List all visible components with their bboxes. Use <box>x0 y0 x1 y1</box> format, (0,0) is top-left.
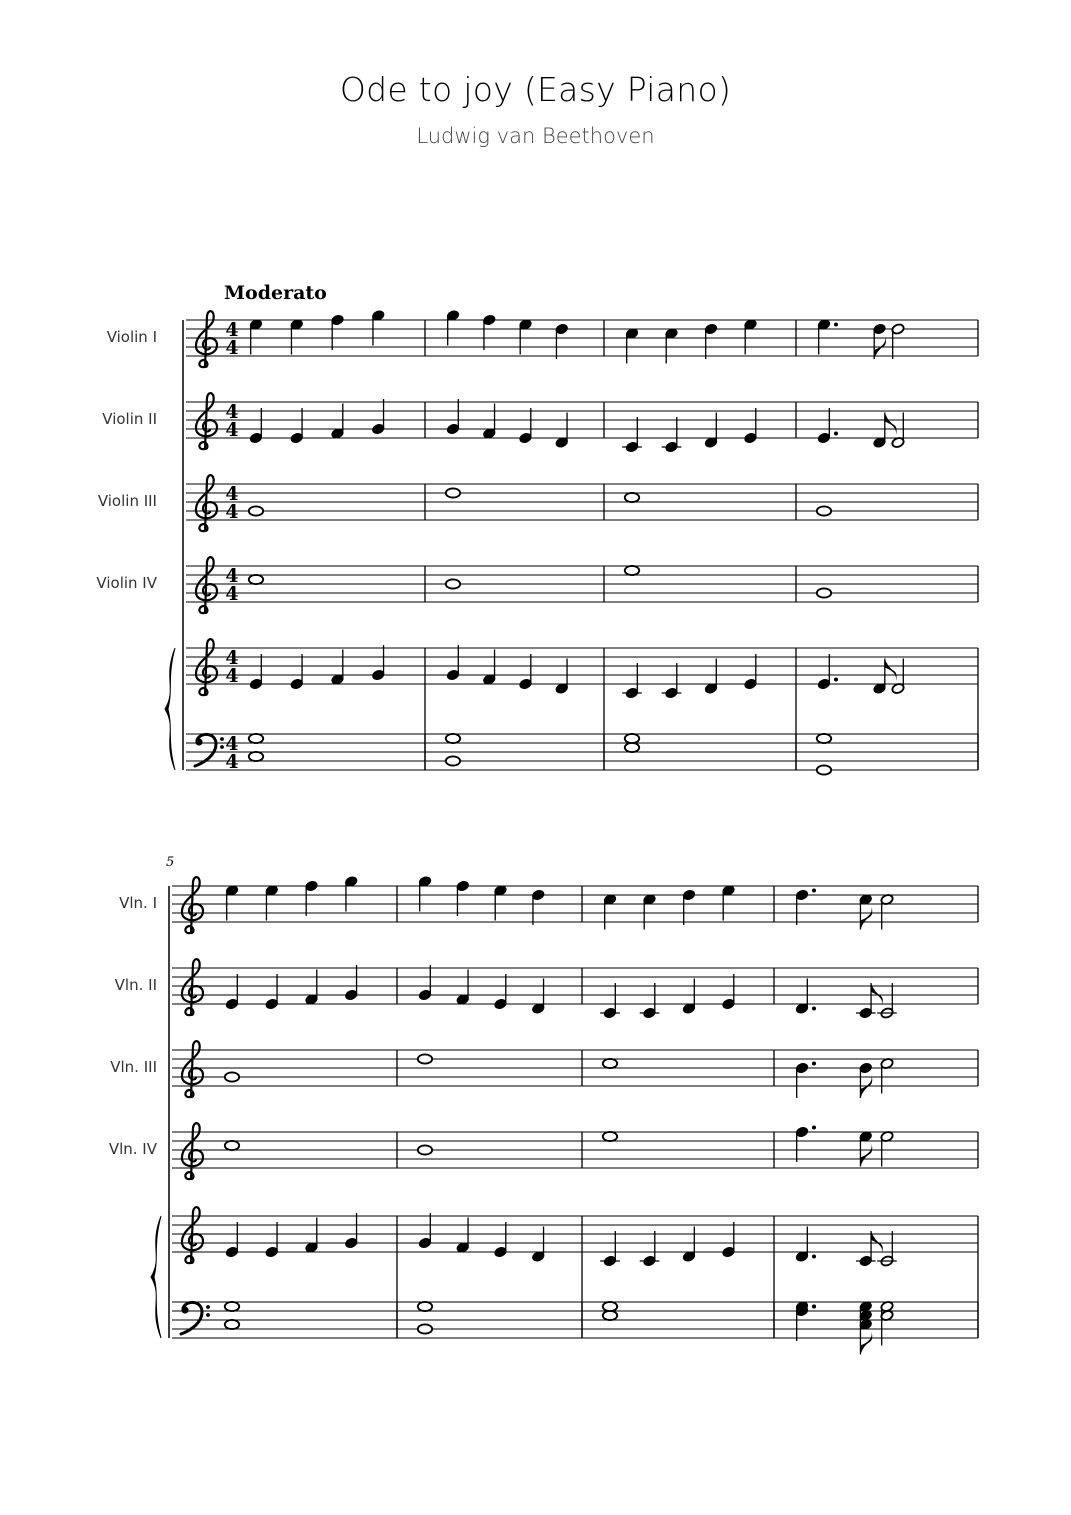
note-flag <box>860 907 872 930</box>
staff <box>186 484 978 520</box>
note <box>795 1300 816 1341</box>
note <box>344 875 358 911</box>
note <box>795 1062 816 1099</box>
note-head <box>446 734 460 743</box>
note <box>331 650 345 686</box>
time-signature <box>225 733 238 773</box>
note <box>891 323 905 359</box>
note-head <box>625 743 639 752</box>
note <box>891 413 905 449</box>
note <box>418 1145 432 1154</box>
note-flag <box>860 1332 872 1355</box>
note <box>249 575 263 584</box>
time-signature-beats: 4 <box>225 319 239 341</box>
note <box>249 506 263 515</box>
note-head <box>446 579 460 588</box>
note-head <box>603 1302 617 1311</box>
note <box>873 323 887 359</box>
note <box>531 979 545 1015</box>
note <box>859 1062 873 1098</box>
staff <box>186 320 978 356</box>
note <box>290 318 304 354</box>
augmentation-dot <box>812 1305 816 1309</box>
note <box>722 884 736 920</box>
note <box>682 889 696 925</box>
note <box>519 408 533 444</box>
note-head <box>225 1302 239 1311</box>
note <box>249 654 263 690</box>
note <box>265 1222 279 1258</box>
staff <box>172 1302 978 1338</box>
note <box>331 314 345 350</box>
note <box>817 654 838 690</box>
note <box>877 1231 897 1267</box>
note <box>880 1130 894 1166</box>
note <box>600 983 620 1019</box>
staff-label: Violin III <box>97 492 157 510</box>
note-head <box>249 752 263 761</box>
note <box>722 974 736 1010</box>
note <box>622 417 642 453</box>
note <box>249 734 263 761</box>
staff <box>172 1050 978 1086</box>
time-signature <box>225 647 238 687</box>
time-signature-beats: 4 <box>225 647 239 669</box>
note-head <box>446 488 460 497</box>
note <box>817 408 838 444</box>
time-signature <box>225 401 238 441</box>
note <box>418 1213 432 1249</box>
staff-label: Violin I <box>106 328 157 346</box>
note <box>418 875 432 911</box>
note <box>856 1231 883 1267</box>
staff-label: Vln. IV <box>108 1140 157 1158</box>
note-flag <box>885 413 897 436</box>
note <box>305 970 319 1006</box>
note <box>519 318 533 354</box>
time-signature-beats: 4 <box>225 401 239 423</box>
note <box>305 1218 319 1254</box>
note <box>494 974 508 1010</box>
note <box>662 417 682 453</box>
note <box>456 880 470 916</box>
note <box>519 654 533 690</box>
note <box>446 399 460 435</box>
note <box>795 979 816 1015</box>
note-head <box>249 734 263 743</box>
note-flag <box>860 1144 872 1167</box>
staff-label: Vln. III <box>110 1058 157 1076</box>
note <box>371 645 385 681</box>
note <box>856 983 883 1019</box>
note <box>625 493 639 502</box>
note <box>290 408 304 444</box>
note <box>371 309 385 345</box>
note-head <box>603 1059 617 1068</box>
staff <box>186 648 978 684</box>
augmentation-dot <box>812 889 816 893</box>
note <box>531 889 545 925</box>
note <box>305 880 319 916</box>
note <box>640 1231 660 1267</box>
note <box>744 408 758 444</box>
note <box>795 1126 816 1163</box>
note <box>331 404 345 440</box>
time-signature-unit: 4 <box>225 501 239 523</box>
note <box>859 893 873 929</box>
note-head <box>225 1320 239 1329</box>
note <box>555 413 569 449</box>
measure-number: 5 <box>166 855 175 870</box>
note-head <box>249 575 263 584</box>
note-head <box>625 734 639 743</box>
staff-label: Violin IV <box>96 574 157 592</box>
note-head <box>817 588 831 597</box>
note <box>249 408 263 444</box>
augmentation-dot <box>834 678 838 682</box>
note-head <box>817 765 831 774</box>
note <box>225 884 239 920</box>
note <box>290 654 304 690</box>
note <box>446 645 460 681</box>
note <box>817 734 831 775</box>
note <box>225 1072 239 1081</box>
staff <box>172 1216 978 1252</box>
note <box>795 1227 816 1263</box>
note <box>446 579 460 588</box>
note <box>682 1227 696 1263</box>
note <box>722 1222 736 1258</box>
note <box>625 327 639 363</box>
note <box>744 318 758 354</box>
staff <box>186 734 978 770</box>
note-head <box>418 1302 432 1311</box>
staff-label: Vln. I <box>119 894 157 912</box>
note <box>859 1130 873 1166</box>
note <box>704 323 718 359</box>
staff <box>186 402 978 438</box>
note-head <box>418 1054 432 1063</box>
staff-label: Violin II <box>102 410 157 428</box>
time-signature-beats: 4 <box>225 483 239 505</box>
note <box>859 1300 873 1354</box>
note-flag <box>885 659 897 682</box>
note <box>494 1222 508 1258</box>
piano-brace <box>151 1216 161 1338</box>
note <box>662 663 682 699</box>
note <box>817 588 831 597</box>
time-signature <box>225 319 238 359</box>
note <box>880 1057 894 1093</box>
note <box>344 965 358 1001</box>
piano-brace <box>165 648 175 770</box>
note <box>603 1059 617 1068</box>
note <box>482 650 496 686</box>
augmentation-dot <box>834 323 838 327</box>
note <box>880 1300 894 1345</box>
note <box>555 323 569 359</box>
note-head <box>625 566 639 575</box>
note <box>418 1302 432 1334</box>
time-signature-unit: 4 <box>225 419 239 441</box>
note-head <box>603 1132 617 1141</box>
staff <box>172 1132 978 1168</box>
note <box>603 893 617 929</box>
augmentation-dot <box>834 432 838 436</box>
note-head <box>817 734 831 743</box>
score-title: Ode to joy (Easy Piano) <box>339 70 732 109</box>
note <box>665 327 679 363</box>
note-head <box>603 1311 617 1320</box>
note <box>482 404 496 440</box>
time-signature-unit: 4 <box>225 337 239 359</box>
note <box>877 983 897 1019</box>
augmentation-dot <box>812 1007 816 1011</box>
time-signature-unit: 4 <box>225 583 239 605</box>
note <box>600 1231 620 1267</box>
note <box>446 309 460 345</box>
note <box>625 566 639 575</box>
note-head <box>225 1141 239 1150</box>
note <box>622 663 642 699</box>
note <box>446 734 460 766</box>
augmentation-dot <box>812 1255 816 1259</box>
note <box>371 399 385 435</box>
note <box>225 974 239 1010</box>
note-head <box>418 1324 432 1333</box>
note <box>456 1218 470 1254</box>
time-signature-beats: 4 <box>225 565 239 587</box>
note <box>640 983 660 1019</box>
note-head <box>625 493 639 502</box>
time-signature-beats: 4 <box>225 733 239 755</box>
note <box>265 884 279 920</box>
note <box>418 1054 432 1063</box>
composer-name: Ludwig van Beethoven <box>416 124 655 148</box>
time-signature-unit: 4 <box>225 665 239 687</box>
note <box>682 979 696 1015</box>
note-head <box>817 506 831 515</box>
note <box>817 506 831 515</box>
time-signature-unit: 4 <box>225 751 239 773</box>
note <box>643 893 657 929</box>
note <box>418 965 432 1001</box>
note-head <box>418 1145 432 1154</box>
note <box>344 1213 358 1249</box>
augmentation-dot <box>812 1126 816 1130</box>
note <box>249 318 263 354</box>
note <box>891 659 905 695</box>
time-signature <box>225 483 238 523</box>
note <box>494 884 508 920</box>
staff <box>172 968 978 1004</box>
note <box>555 659 569 695</box>
staff <box>172 886 978 922</box>
tempo-marking: Moderato <box>224 282 327 304</box>
note <box>603 1132 617 1141</box>
note <box>225 1222 239 1258</box>
staff <box>186 566 978 602</box>
note <box>704 659 718 695</box>
note <box>482 314 496 350</box>
augmentation-dot <box>812 1062 816 1066</box>
note <box>880 893 894 929</box>
note-head <box>446 756 460 765</box>
note <box>817 318 838 354</box>
note <box>531 1227 545 1263</box>
note <box>795 889 816 926</box>
note <box>744 654 758 690</box>
note <box>704 413 718 449</box>
note-head <box>225 1072 239 1081</box>
note <box>225 1141 239 1150</box>
note-head <box>249 506 263 515</box>
staff-label: Vln. II <box>114 976 157 994</box>
note <box>446 488 460 497</box>
note <box>456 970 470 1006</box>
note <box>225 1302 239 1329</box>
note <box>265 974 279 1010</box>
time-signature <box>225 565 238 605</box>
